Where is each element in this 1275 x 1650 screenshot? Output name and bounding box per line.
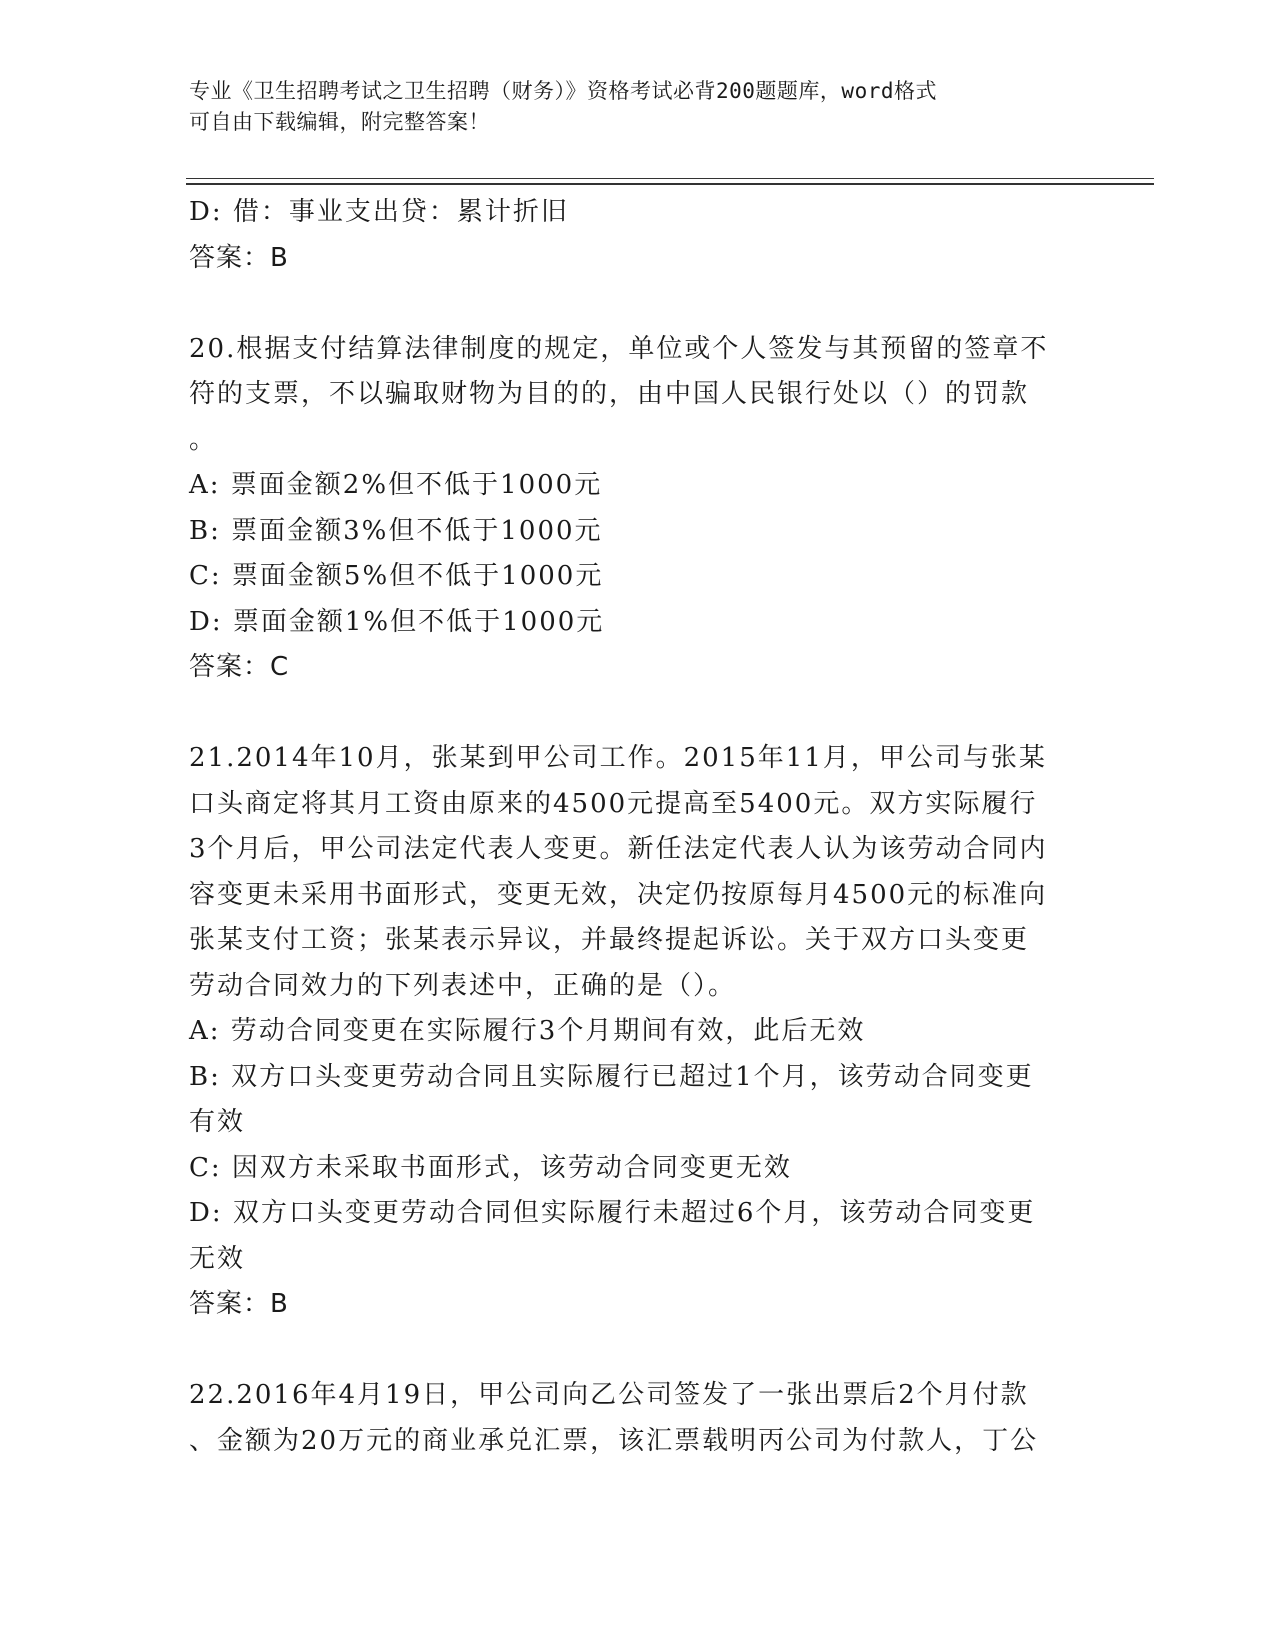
answer-line: 答案：B bbox=[189, 1289, 289, 1319]
option-b-continued: 有效 bbox=[189, 1107, 246, 1137]
question-stem-line: 22.2016年4月19日，甲公司向乙公司签发了一张出票后2个月付款 bbox=[189, 1380, 1029, 1410]
option-a: A: 票面金额2%但不低于1000元 bbox=[189, 470, 603, 500]
document-body bbox=[189, 190, 1089, 1464]
question-stem-line: 劳动合同效力的下列表述中，正确的是（）。 bbox=[189, 970, 737, 1001]
question-22 bbox=[189, 1373, 1089, 1464]
question-stem-line: 3个月后，甲公司法定代表人变更。新任法定代表人认为该劳动合同内 bbox=[189, 834, 1048, 864]
answer-line: 答案：C bbox=[189, 652, 290, 682]
question-stem-line: 符的支票，不以骗取财物为目的的，由中国人民银行处以（）的罚款 bbox=[189, 379, 1030, 409]
option-a: A: 劳动合同变更在实际履行3个月期间有效，此后无效 bbox=[189, 1016, 866, 1046]
question-stem-line: 21.2014年10月，张某到甲公司工作。2015年11月，甲公司与张某 bbox=[189, 743, 1047, 773]
header-line-2: 可自由下载编辑，附完整答案！ bbox=[189, 110, 490, 134]
option-c: C: 票面金额5%但不低于1000元 bbox=[189, 561, 604, 591]
option-d-continued: 无效 bbox=[189, 1243, 246, 1274]
question-stem-line: 容变更未采用书面形式，变更无效，决定仍按原每月4500元的标准向 bbox=[189, 879, 1048, 910]
header-divider-thick bbox=[186, 183, 1154, 185]
option-c: C: 因双方未采取书面形式，该劳动合同变更无效 bbox=[189, 1152, 792, 1183]
question-20 bbox=[189, 327, 1089, 691]
paragraph-spacer bbox=[189, 1328, 1089, 1374]
question-stem-line: 口头商定将其月工资由原来的4500元提高至5400元。双方实际履行 bbox=[189, 788, 1038, 819]
paragraph-spacer bbox=[189, 691, 1089, 737]
paragraph-spacer bbox=[189, 281, 1089, 327]
header-line-1: 专业《卫生招聘考试之卫生招聘（财务）》资格考试必背200题题库，word格式 bbox=[189, 79, 937, 103]
answer-line: 答案：B bbox=[189, 242, 289, 273]
question-stem-line: 、金额为20万元的商业承兑汇票，该汇票载明丙公司为付款人，丁公 bbox=[189, 1425, 1039, 1456]
document-header bbox=[189, 76, 1069, 138]
question-21 bbox=[189, 736, 1089, 1328]
question-stem-line: 20.根据支付结算法律制度的规定，单位或个人签发与其预留的签章不 bbox=[189, 333, 1049, 364]
question-19-tail bbox=[189, 190, 1089, 281]
option-d: D: 双方口头变更劳动合同但实际履行未超过6个月，该劳动合同变更 bbox=[189, 1198, 1036, 1228]
option-d: D: 票面金额1%但不低于1000元 bbox=[189, 606, 605, 637]
question-stem-line: 张某支付工资；张某表示异议，并最终提起诉讼。关于双方口头变更 bbox=[189, 925, 1030, 955]
option-d: D: 借：事业支出贷：累计折旧 bbox=[189, 197, 569, 227]
header-divider-thin bbox=[186, 178, 1154, 179]
option-b: B: 双方口头变更劳动合同且实际履行已超过1个月，该劳动合同变更 bbox=[189, 1061, 1034, 1092]
option-b: B: 票面金额3%但不低于1000元 bbox=[189, 515, 603, 546]
question-stem-line: 。 bbox=[189, 424, 218, 455]
